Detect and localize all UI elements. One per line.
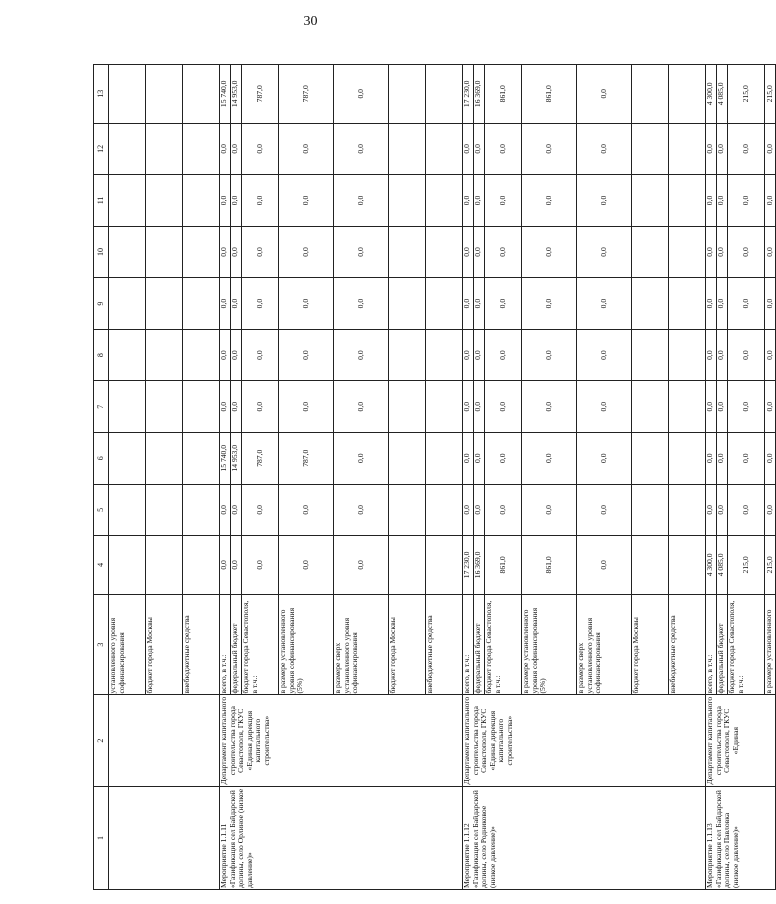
- value-cell: 0,0: [463, 381, 474, 433]
- value-cell: 0,0: [717, 381, 728, 433]
- value-cell: 0,0: [231, 123, 242, 175]
- value-cell: 0,0: [463, 329, 474, 381]
- value-cell: [183, 175, 220, 227]
- value-cell: 0,0: [522, 226, 577, 278]
- value-cell: 0,0: [728, 432, 765, 484]
- source-cell: бюджет города Москвы: [632, 594, 669, 695]
- value-cell: 861,0: [485, 65, 522, 124]
- value-cell: 0,0: [577, 65, 632, 124]
- budget-table-sheet: [93, 64, 774, 890]
- source-cell: в размере установленного уровня софинансирования (5%): [522, 594, 577, 695]
- value-cell: [669, 432, 706, 484]
- value-cell: [183, 484, 220, 536]
- value-cell: [426, 484, 463, 536]
- value-cell: 0,0: [463, 484, 474, 536]
- value-cell: 0,0: [728, 484, 765, 536]
- source-cell: в размере установленного уровня софинансирования (5%): [279, 594, 334, 695]
- value-cell: 0,0: [577, 329, 632, 381]
- value-cell: 0,0: [220, 278, 231, 330]
- source-cell: всего, в т.ч.:: [220, 594, 231, 695]
- value-cell: 0,0: [577, 536, 632, 595]
- value-cell: 0,0: [242, 329, 279, 381]
- value-cell: 0,0: [728, 278, 765, 330]
- value-cell: 0,0: [717, 123, 728, 175]
- value-cell: 0,0: [717, 329, 728, 381]
- value-cell: 0,0: [522, 432, 577, 484]
- value-cell: [669, 226, 706, 278]
- value-cell: 0,0: [474, 484, 485, 536]
- value-cell: [389, 278, 426, 330]
- header-cell: 8: [94, 329, 109, 381]
- value-cell: 215,0: [765, 65, 776, 124]
- value-cell: 0,0: [334, 278, 389, 330]
- value-cell: [146, 226, 183, 278]
- value-cell: [109, 226, 146, 278]
- value-cell: [146, 484, 183, 536]
- header-cell: 4: [94, 536, 109, 595]
- value-cell: [109, 432, 146, 484]
- value-cell: 0,0: [334, 432, 389, 484]
- value-cell: [632, 123, 669, 175]
- value-cell: 0,0: [220, 329, 231, 381]
- value-cell: [669, 381, 706, 433]
- value-cell: 0,0: [485, 329, 522, 381]
- value-cell: 0,0: [231, 278, 242, 330]
- value-cell: [146, 123, 183, 175]
- value-cell: 0,0: [242, 536, 279, 595]
- value-cell: 0,0: [765, 175, 776, 227]
- value-cell: 215,0: [728, 536, 765, 595]
- value-cell: 16 369,0: [474, 65, 485, 124]
- header-cell: 3: [94, 594, 109, 695]
- value-cell: 0,0: [717, 484, 728, 536]
- source-cell: в размере сверх установленного уровня софинансирования: [577, 594, 632, 695]
- source-cell: бюджет города Москвы: [389, 594, 426, 695]
- value-cell: 787,0: [242, 432, 279, 484]
- value-cell: 15 740,0: [220, 65, 231, 124]
- value-cell: [389, 65, 426, 124]
- value-cell: 0,0: [522, 123, 577, 175]
- value-cell: 0,0: [765, 329, 776, 381]
- value-cell: [669, 329, 706, 381]
- value-cell: 0,0: [242, 381, 279, 433]
- value-cell: 17 230,0: [463, 536, 474, 595]
- value-cell: [389, 432, 426, 484]
- value-cell: [669, 484, 706, 536]
- value-cell: 0,0: [577, 175, 632, 227]
- value-cell: [632, 432, 669, 484]
- value-cell: 0,0: [242, 123, 279, 175]
- value-cell: 0,0: [474, 175, 485, 227]
- header-cell: 1: [94, 786, 109, 889]
- value-cell: [109, 278, 146, 330]
- value-cell: 0,0: [706, 175, 717, 227]
- value-cell: 0,0: [279, 175, 334, 227]
- value-cell: 0,0: [522, 484, 577, 536]
- value-cell: 0,0: [577, 432, 632, 484]
- executor-cell: Департамент капитального строительства города Севастополя, ГКУС «Единая дирекция капитального строительства»: [463, 695, 706, 786]
- value-cell: 0,0: [463, 226, 474, 278]
- value-cell: 0,0: [220, 536, 231, 595]
- value-cell: [632, 484, 669, 536]
- value-cell: [389, 484, 426, 536]
- value-cell: 0,0: [706, 432, 717, 484]
- value-cell: 0,0: [728, 123, 765, 175]
- value-cell: 0,0: [474, 329, 485, 381]
- value-cell: 0,0: [728, 381, 765, 433]
- value-cell: [669, 123, 706, 175]
- value-cell: 0,0: [765, 226, 776, 278]
- value-cell: 0,0: [220, 123, 231, 175]
- value-cell: 0,0: [728, 329, 765, 381]
- value-cell: 0,0: [728, 175, 765, 227]
- header-cell: 11: [94, 175, 109, 227]
- value-cell: 0,0: [279, 536, 334, 595]
- value-cell: [426, 329, 463, 381]
- table-row: [463, 65, 474, 890]
- value-cell: 0,0: [717, 432, 728, 484]
- value-cell: [426, 278, 463, 330]
- value-cell: [146, 329, 183, 381]
- value-cell: 0,0: [231, 226, 242, 278]
- value-cell: 0,0: [765, 432, 776, 484]
- value-cell: 0,0: [522, 381, 577, 433]
- value-cell: [183, 278, 220, 330]
- value-cell: [669, 278, 706, 330]
- source-cell: всего, в т.ч.:: [706, 594, 717, 695]
- value-cell: [389, 536, 426, 595]
- value-cell: 4 300,0: [706, 536, 717, 595]
- value-cell: [632, 381, 669, 433]
- header-row: [94, 65, 109, 890]
- header-cell: 13: [94, 65, 109, 124]
- value-cell: 0,0: [474, 123, 485, 175]
- value-cell: 215,0: [728, 65, 765, 124]
- value-cell: [183, 65, 220, 124]
- value-cell: 0,0: [717, 175, 728, 227]
- value-cell: [183, 329, 220, 381]
- value-cell: 0,0: [279, 226, 334, 278]
- executor-cell: Департамент капитального строительства города Севастополя, ГКУС «Единая дирекция капитального строительства»: [220, 695, 463, 786]
- value-cell: 0,0: [242, 278, 279, 330]
- source-cell: бюджет города Севастополя, в т.ч.:: [728, 594, 765, 695]
- value-cell: [389, 329, 426, 381]
- value-cell: [109, 536, 146, 595]
- value-cell: 0,0: [485, 123, 522, 175]
- value-cell: 0,0: [334, 226, 389, 278]
- header-cell: 10: [94, 226, 109, 278]
- value-cell: [426, 432, 463, 484]
- source-cell: федеральный бюджет: [474, 594, 485, 695]
- value-cell: [109, 381, 146, 433]
- value-cell: 0,0: [485, 175, 522, 227]
- value-cell: [109, 65, 146, 124]
- source-cell: внебюджетные средства: [426, 594, 463, 695]
- value-cell: 14 953,0: [231, 65, 242, 124]
- value-cell: 0,0: [474, 278, 485, 330]
- value-cell: 0,0: [334, 175, 389, 227]
- value-cell: 0,0: [279, 278, 334, 330]
- value-cell: 0,0: [577, 484, 632, 536]
- value-cell: 787,0: [242, 65, 279, 124]
- header-cell: 2: [94, 695, 109, 786]
- value-cell: 0,0: [485, 381, 522, 433]
- value-cell: 215,0: [765, 536, 776, 595]
- value-cell: 0,0: [522, 278, 577, 330]
- value-cell: 0,0: [485, 278, 522, 330]
- value-cell: [632, 226, 669, 278]
- value-cell: [146, 536, 183, 595]
- value-cell: 0,0: [485, 432, 522, 484]
- value-cell: [669, 65, 706, 124]
- value-cell: 0,0: [728, 226, 765, 278]
- value-cell: 861,0: [522, 65, 577, 124]
- value-cell: [146, 381, 183, 433]
- header-cell: 5: [94, 484, 109, 536]
- value-cell: [389, 381, 426, 433]
- value-cell: 0,0: [717, 278, 728, 330]
- source-cell: федеральный бюджет: [231, 594, 242, 695]
- value-cell: [632, 175, 669, 227]
- value-cell: 0,0: [463, 175, 474, 227]
- value-cell: 0,0: [706, 381, 717, 433]
- value-cell: [109, 123, 146, 175]
- value-cell: 0,0: [706, 226, 717, 278]
- value-cell: 0,0: [334, 123, 389, 175]
- value-cell: 0,0: [334, 381, 389, 433]
- table-row: [706, 65, 717, 890]
- value-cell: 0,0: [334, 484, 389, 536]
- value-cell: 16 369,0: [474, 536, 485, 595]
- value-cell: 0,0: [577, 381, 632, 433]
- value-cell: 0,0: [279, 381, 334, 433]
- value-cell: [426, 65, 463, 124]
- value-cell: 0,0: [231, 329, 242, 381]
- value-cell: [109, 175, 146, 227]
- value-cell: 0,0: [485, 484, 522, 536]
- value-cell: 0,0: [242, 484, 279, 536]
- value-cell: [183, 536, 220, 595]
- value-cell: 0,0: [577, 226, 632, 278]
- value-cell: 0,0: [706, 484, 717, 536]
- value-cell: 0,0: [279, 329, 334, 381]
- value-cell: [426, 381, 463, 433]
- table-row: [220, 65, 231, 890]
- value-cell: 0,0: [242, 226, 279, 278]
- value-cell: 0,0: [706, 329, 717, 381]
- value-cell: 0,0: [474, 226, 485, 278]
- value-cell: [146, 65, 183, 124]
- table-row: [109, 65, 146, 890]
- value-cell: [669, 175, 706, 227]
- value-cell: [183, 381, 220, 433]
- source-cell: установленного уровня софинансирования: [109, 594, 146, 695]
- value-cell: [426, 123, 463, 175]
- header-cell: 9: [94, 278, 109, 330]
- value-cell: [632, 536, 669, 595]
- value-cell: 17 230,0: [463, 65, 474, 124]
- value-cell: 4 085,0: [717, 65, 728, 124]
- value-cell: [426, 175, 463, 227]
- value-cell: 0,0: [485, 226, 522, 278]
- value-cell: 0,0: [474, 381, 485, 433]
- value-cell: [183, 432, 220, 484]
- value-cell: 0,0: [717, 226, 728, 278]
- value-cell: 0,0: [463, 432, 474, 484]
- header-cell: 6: [94, 432, 109, 484]
- page-number: 30: [303, 14, 318, 29]
- value-cell: 0,0: [334, 329, 389, 381]
- value-cell: 0,0: [231, 484, 242, 536]
- value-cell: [183, 226, 220, 278]
- value-cell: 0,0: [334, 65, 389, 124]
- value-cell: 0,0: [765, 381, 776, 433]
- value-cell: 0,0: [765, 123, 776, 175]
- source-cell: в размере установленного: [765, 594, 776, 695]
- value-cell: 0,0: [231, 536, 242, 595]
- value-cell: 0,0: [463, 278, 474, 330]
- event-cell: Мероприятие 1.1.11 «Газификация сел Байдарской долины, село Орлиное (низкое давление)»: [220, 786, 463, 889]
- source-cell: бюджет города Москвы: [146, 594, 183, 695]
- value-cell: 4 085,0: [717, 536, 728, 595]
- value-cell: 0,0: [577, 123, 632, 175]
- event-cell: Мероприятие 1.1.13 «Газификация сел Байдарской долины, село Павловка (низкое давление)»: [706, 786, 776, 889]
- source-cell: в размере сверх установленного уровня софинансирования: [334, 594, 389, 695]
- value-cell: [146, 278, 183, 330]
- value-cell: 0,0: [220, 484, 231, 536]
- value-cell: 861,0: [485, 536, 522, 595]
- budget-table: [93, 64, 776, 890]
- header-cell: 7: [94, 381, 109, 433]
- value-cell: 0,0: [220, 381, 231, 433]
- value-cell: 787,0: [279, 432, 334, 484]
- source-cell: бюджет города Севастополя, в т.ч.:: [485, 594, 522, 695]
- value-cell: 0,0: [334, 536, 389, 595]
- value-cell: 14 953,0: [231, 432, 242, 484]
- value-cell: 0,0: [765, 484, 776, 536]
- source-cell: федеральный бюджет: [717, 594, 728, 695]
- value-cell: 0,0: [220, 226, 231, 278]
- header-cell: 12: [94, 123, 109, 175]
- value-cell: 0,0: [706, 123, 717, 175]
- value-cell: 0,0: [706, 278, 717, 330]
- executor-cell: Департамент капитального строительства города Севастополя, ГКУС «Единая: [706, 695, 776, 786]
- source-cell: внебюджетные средства: [669, 594, 706, 695]
- event-cell: [109, 786, 220, 889]
- value-cell: [632, 65, 669, 124]
- value-cell: [389, 226, 426, 278]
- source-cell: всего, в т.ч.:: [463, 594, 474, 695]
- executor-cell: [109, 695, 220, 786]
- value-cell: 861,0: [522, 536, 577, 595]
- value-cell: [632, 278, 669, 330]
- value-cell: [426, 226, 463, 278]
- value-cell: 4 300,0: [706, 65, 717, 124]
- value-cell: 0,0: [231, 175, 242, 227]
- value-cell: [146, 175, 183, 227]
- value-cell: 0,0: [474, 432, 485, 484]
- value-cell: 0,0: [577, 278, 632, 330]
- value-cell: [389, 123, 426, 175]
- value-cell: [146, 432, 183, 484]
- value-cell: [109, 329, 146, 381]
- value-cell: 0,0: [220, 175, 231, 227]
- value-cell: 0,0: [463, 123, 474, 175]
- table-body: [109, 65, 776, 890]
- source-cell: бюджет города Севастополя, в т.ч.:: [242, 594, 279, 695]
- value-cell: 0,0: [522, 175, 577, 227]
- value-cell: [389, 175, 426, 227]
- value-cell: 0,0: [231, 381, 242, 433]
- value-cell: 787,0: [279, 65, 334, 124]
- value-cell: [632, 329, 669, 381]
- value-cell: 0,0: [765, 278, 776, 330]
- value-cell: 0,0: [279, 484, 334, 536]
- value-cell: 0,0: [522, 329, 577, 381]
- value-cell: [109, 484, 146, 536]
- value-cell: 0,0: [279, 123, 334, 175]
- source-cell: внебюджетные средства: [183, 594, 220, 695]
- value-cell: 0,0: [242, 175, 279, 227]
- value-cell: [183, 123, 220, 175]
- value-cell: [669, 536, 706, 595]
- event-cell: Мероприятие 1.1.12 «Газификация сел Байдарской долины, село Родниковое (низкое давление)»: [463, 786, 706, 889]
- value-cell: 15 740,0: [220, 432, 231, 484]
- value-cell: [426, 536, 463, 595]
